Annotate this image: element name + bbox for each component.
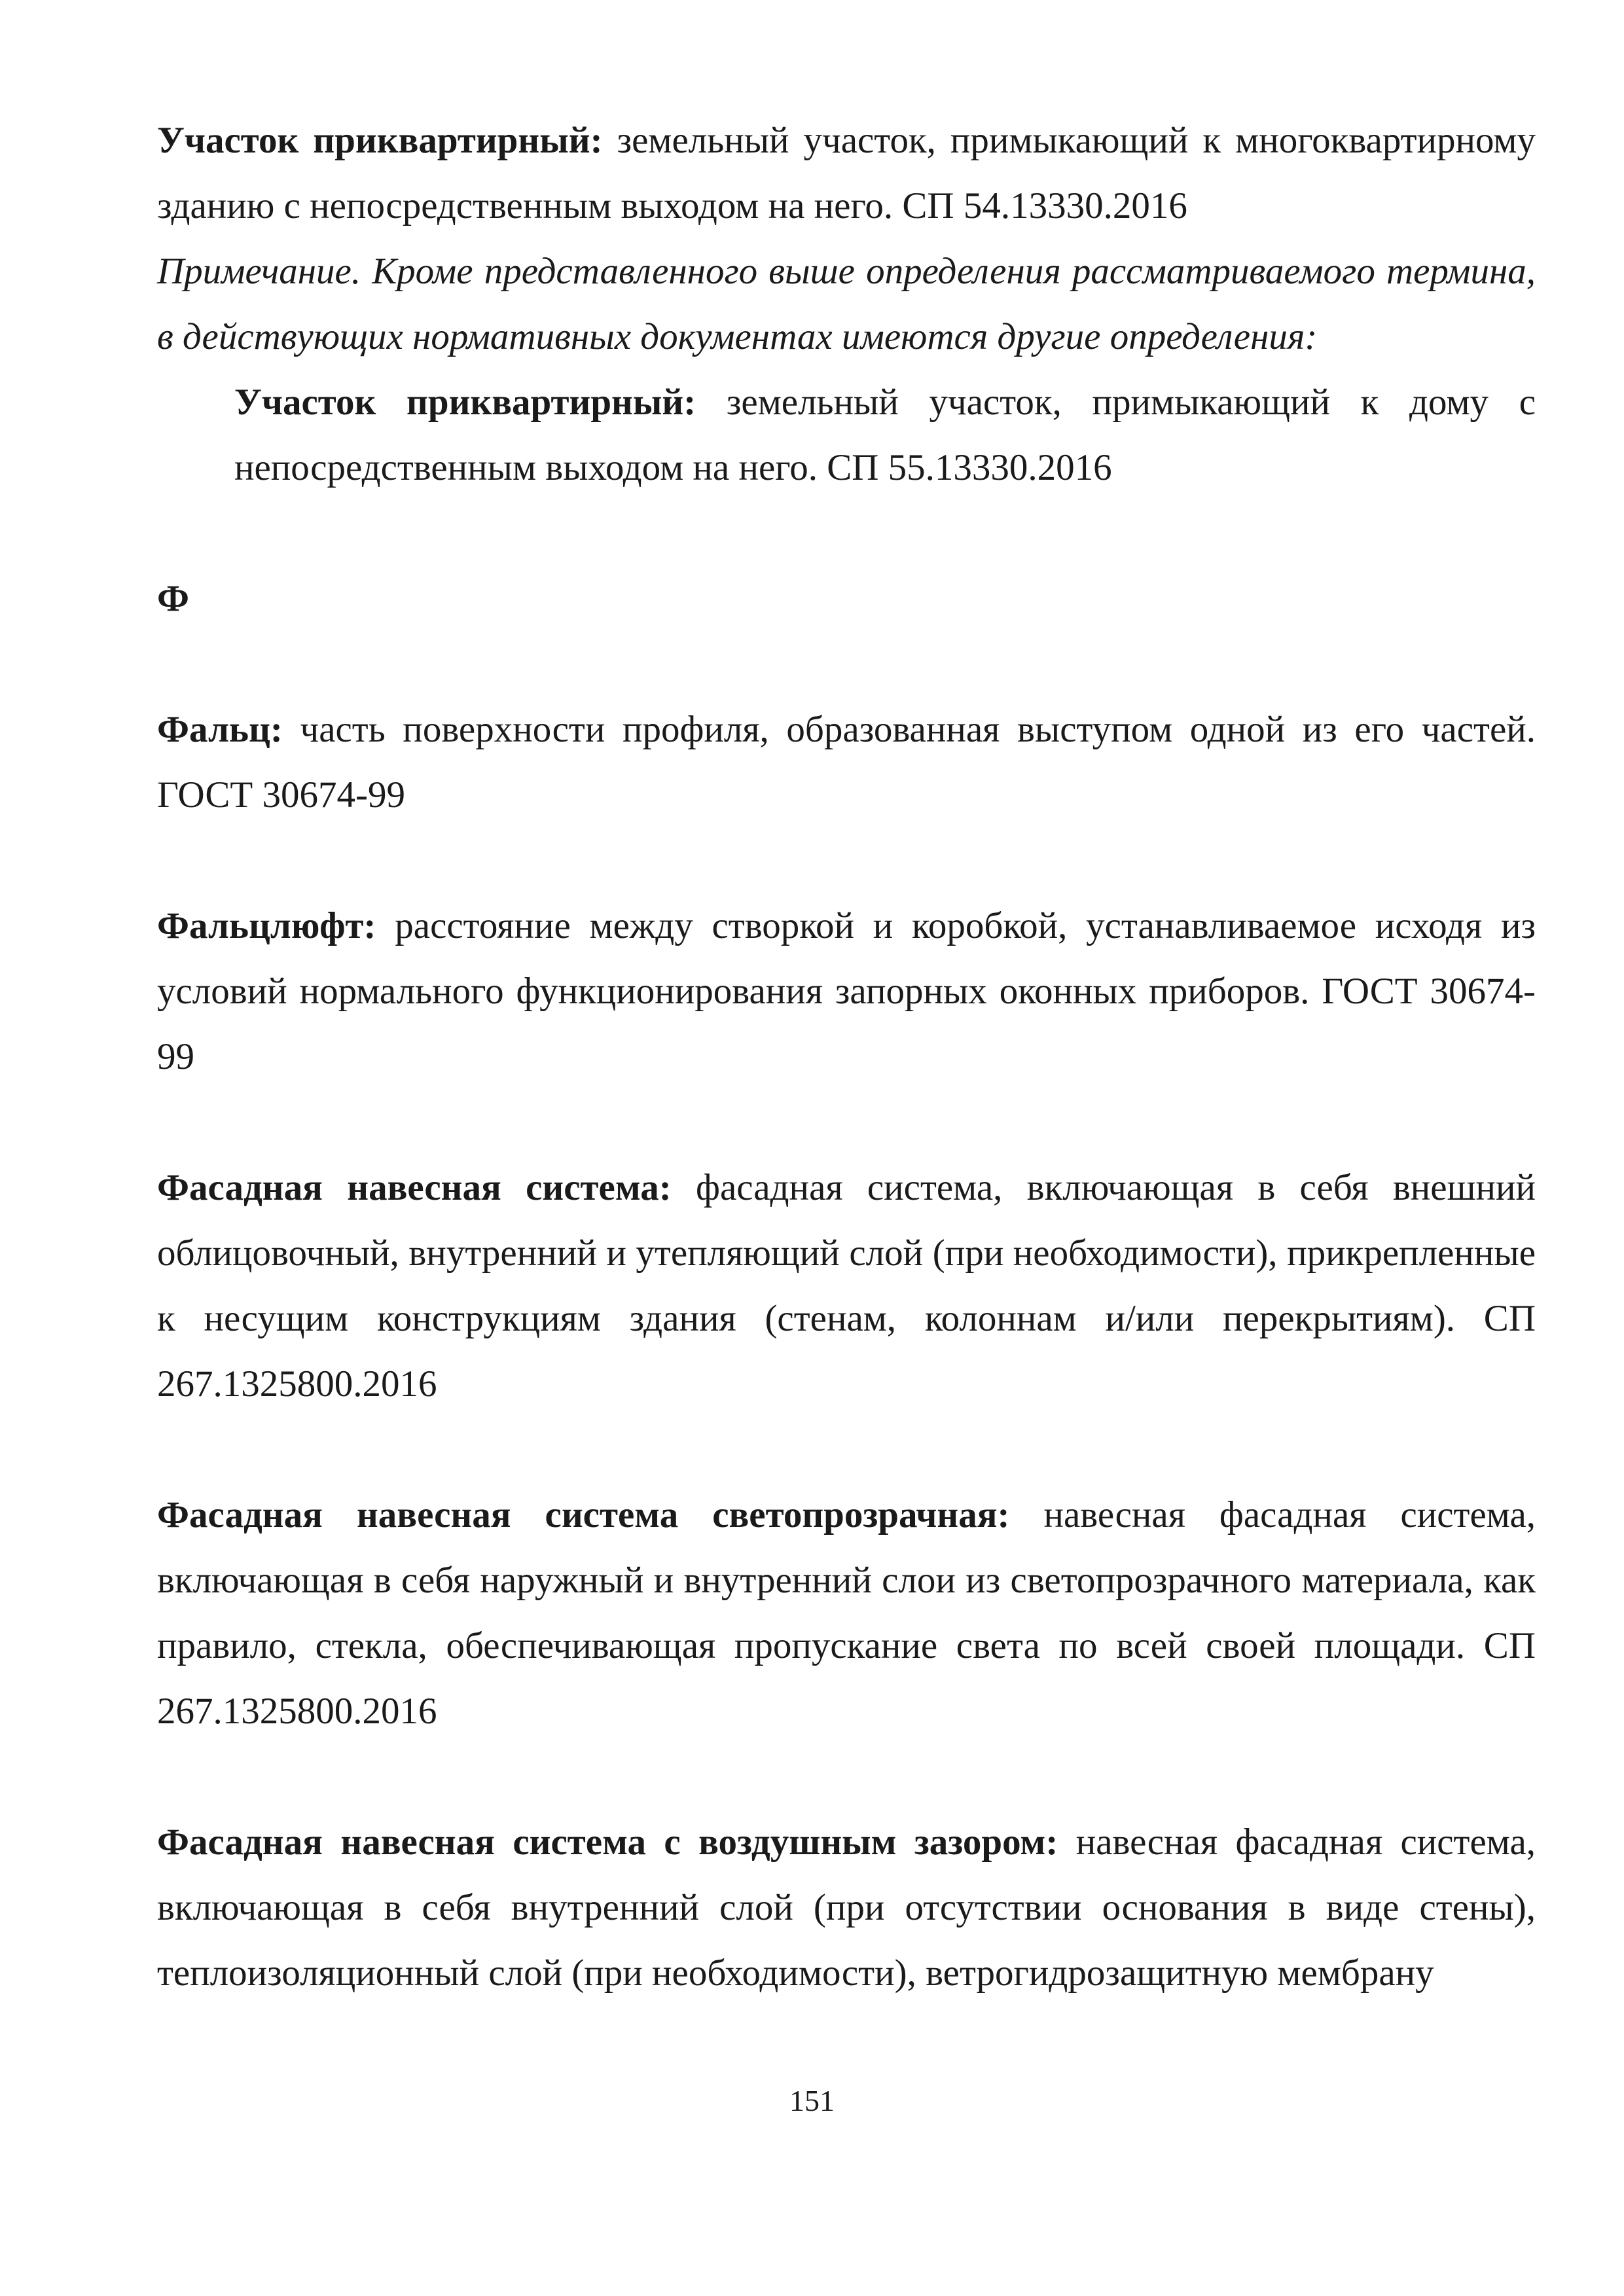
page-number: 151 xyxy=(789,2084,835,2117)
term: Фальц: xyxy=(157,709,283,750)
note-paragraph: Примечание. Кроме представленного выше определения рассматриваемого термина, в действующих нормативных документах имеются другие определения: xyxy=(157,251,1536,357)
term: Фасадная навесная система: xyxy=(157,1167,672,1208)
entry-uchastok-prikvartirny-1 xyxy=(157,108,1536,239)
definition: навесная фасадная система, включающая в себя внутренний слой (при отсутствии основания в виде стены), теплоизоляционный слой (при необходимости), ветрогидрозащитную мембрану xyxy=(157,1821,1536,1994)
term: Участок приквартирный: xyxy=(157,120,603,161)
term: Фасадная навесная система светопрозрачная: xyxy=(157,1494,1010,1535)
entry-fasadnaya-s-vozdushnym-zazorom xyxy=(157,1810,1536,2006)
term: Фальцлюфт: xyxy=(157,905,376,946)
entry-fasadnaya-navesnaya-sistema xyxy=(157,1155,1536,1417)
definition: часть поверхности профиля, образованная выступом одной из его частей. ГОСТ 30674-99 xyxy=(157,709,1536,816)
entry-falts xyxy=(157,697,1536,828)
entry-faltslyuft xyxy=(157,893,1536,1090)
entry-uchastok-prikvartirny-2 xyxy=(234,370,1536,501)
definition: земельный участок, примыкающий к дому с непосредственным выходом на него. СП 55.13330.2016 xyxy=(234,382,1536,488)
entry-fasadnaya-svetoprozrachnaya xyxy=(157,1482,1536,1744)
term: Участок приквартирный: xyxy=(234,382,696,423)
document-page xyxy=(157,108,1536,2006)
term: Фасадная навесная система с воздушным зазором: xyxy=(157,1821,1058,1863)
definition: расстояние между створкой и коробкой, устанавливаемое исходя из условий нормального функционирования запорных оконных приборов. ГОСТ 30674-99 xyxy=(157,905,1536,1077)
definition: навесная фасадная система, включающая в себя наружный и внутренний слои из светопрозрачного материала, как правило, стекла, обеспечивающая пропускание света по всей своей площади. СП 267.1325800.2016 xyxy=(157,1494,1536,1732)
definition: фасадная система, включающая в себя внешний облицовочный, внутренний и утепляющий слой (при необходимости), прикрепленные к несущим конструкциям здания (стенам, колоннам и/или перекрытиям). СП 267.1325800.2016 xyxy=(157,1167,1536,1405)
section-letter: Ф xyxy=(157,578,189,619)
definition: земельный участок, примыкающий к многоквартирному зданию с непосредственным выходом на него. СП 54.13330.2016 xyxy=(157,120,1536,226)
